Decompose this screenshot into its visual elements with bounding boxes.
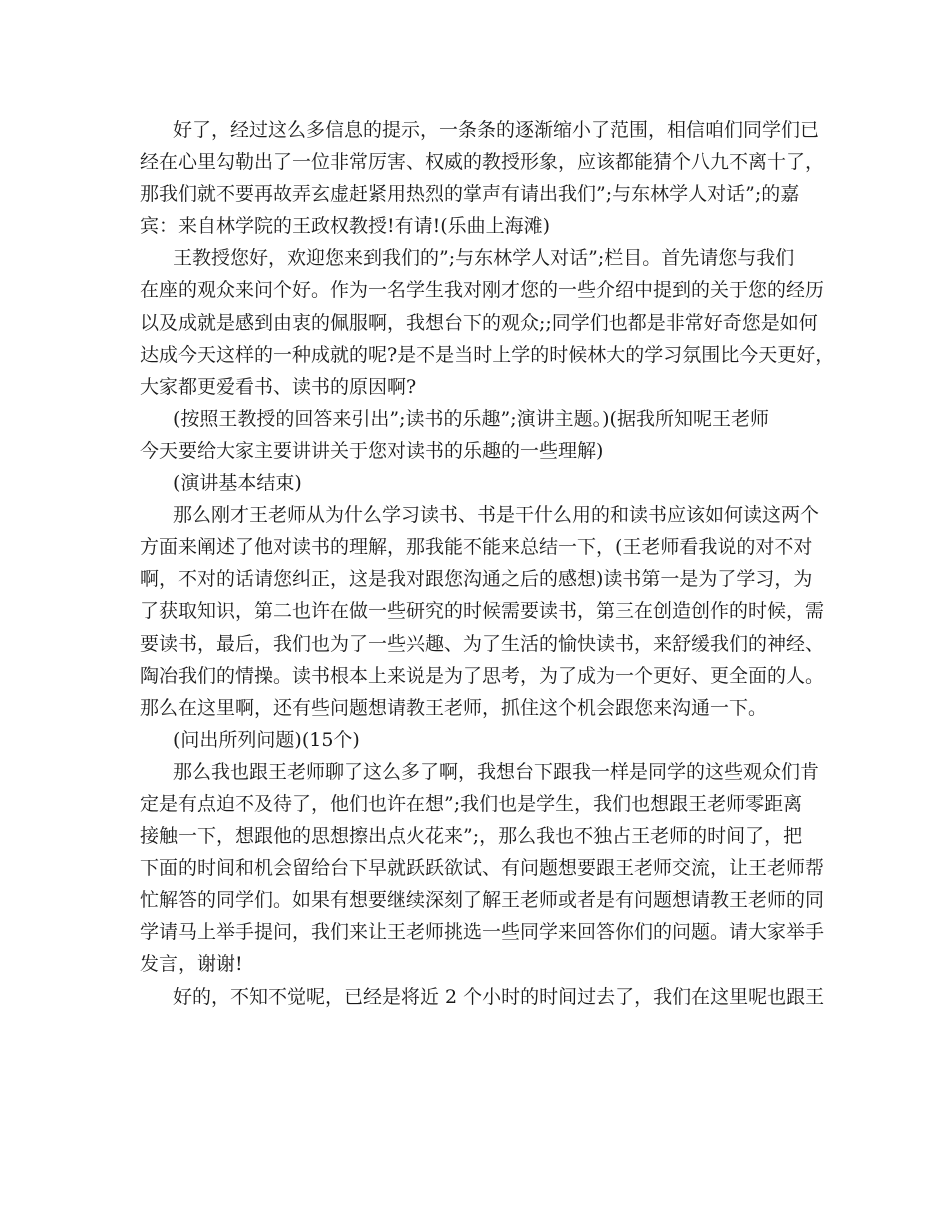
text-line: 忙解答的同学们。如果有想要继续深刻了解王老师或者是有问题想请教王老师的同 — [140, 889, 825, 912]
text-line: 了获取知识，第二也许在做一些研究的时候需要读书，第三在创造创作的时候，需 — [140, 600, 825, 623]
text-line: 要读书，最后，我们也为了一些兴趣、为了生活的愉快读书，来舒缓我们的神经、 — [140, 632, 825, 655]
text-line: 那么刚才王老师从为什么学习读书、书是干什么用的和读书应该如何读这两个 — [173, 504, 820, 527]
text-line: 王教授您好，欢迎您来到我们的”;与东林学人对话”;栏目。首先请您与我们 — [173, 247, 795, 270]
text-line: 陶冶我们的情操。读书根本上来说是为了思考，为了成为一个更好、更全面的人。 — [140, 664, 825, 687]
text-line: 经在心里勾勒出了一位非常厉害、权威的教授形象，应该都能猜个八九不离十了， — [140, 151, 825, 174]
text-line: 好的，不知不觉呢，已经是将近 2 个小时的时间过去了，我们在这里呢也跟王 — [173, 985, 825, 1008]
text-line: (按照王教授的回答来引出”;读书的乐趣”;演讲主题。)(据我所知呢王老师 — [173, 407, 769, 430]
text-line: (演讲基本结束) — [173, 472, 302, 495]
document-page — [140, 114, 835, 1013]
text-line: (问出所列问题)(15个) — [173, 728, 360, 751]
text-line: 那么我也跟王老师聊了这么多了啊，我想台下跟我一样是同学的这些观众们肯 — [173, 760, 820, 783]
text-line: 方面来阐述了他对读书的理解，那我能不能来总结一下，(王老师看我说的对不对 — [140, 536, 813, 559]
text-line: 好了，经过这么多信息的提示，一条条的逐渐缩小了范围，相信咱们同学们已 — [173, 119, 820, 141]
text-line: 那我们就不要再故弄玄虚赶紧用热烈的掌声有请出我们”;与东林学人对话”;的嘉 — [140, 183, 800, 206]
text-line: 那么在这里啊，还有些问题想请教王老师，抓住这个机会跟您来沟通一下。 — [140, 696, 768, 719]
text-line: 今天要给大家主要讲讲关于您对读书的乐趣的一些理解) — [140, 439, 604, 462]
text-line: 学请马上举手提问，我们来让王老师挑选一些同学来回答你们的问题。请大家举手 — [140, 921, 825, 944]
text-line: 在座的观众来问个好。作为一名学生我对刚才您的一些介绍中提到的关于您的经历 — [140, 279, 825, 302]
text-line: 接触一下，想跟他的思想擦出点火花来”;，那么我也不独占王老师的时间了，把 — [140, 825, 803, 848]
text-line: 达成今天这样的一种成就的呢?是不是当时上学的时候林大的学习氛围比今天更好， — [140, 343, 835, 366]
text-line: 宾：来自林学院的王政权教授!有请!(乐曲上海滩) — [140, 215, 551, 238]
text-line: 啊，不对的话请您纠正，这是我对跟您沟通之后的感想)读书第一是为了学习，为 — [140, 568, 813, 591]
text-line: 定是有点迫不及待了，他们也许在想”;我们也是学生，我们也想跟王老师零距离 — [140, 792, 803, 815]
text-line: 下面的时间和机会留给台下早就跃跃欲试、有问题想要跟王老师交流，让王老师帮 — [140, 857, 825, 880]
text-line: 发言，谢谢! — [140, 953, 243, 976]
text-line: 以及成就是感到由衷的佩服啊，我想台下的观众;;同学们也都是非常好奇您是如何 — [140, 311, 818, 334]
text-line: 大家都更爱看书、读书的原因啊? — [140, 375, 417, 398]
